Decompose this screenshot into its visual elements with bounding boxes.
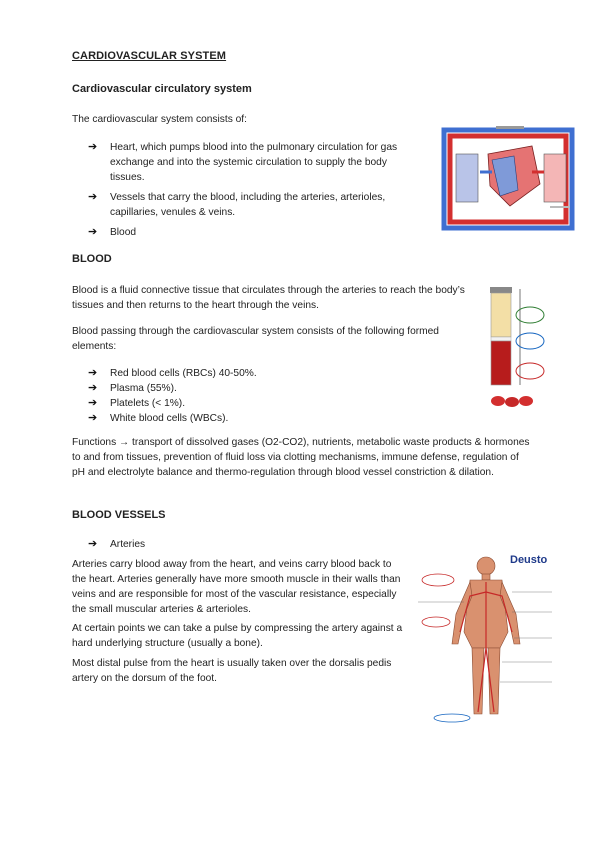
list-item: ➔ Platelets (< 1%). xyxy=(88,397,186,409)
section-heading-vessels: BLOOD VESSELS xyxy=(72,509,166,521)
right-arrow-icon: ➔ xyxy=(88,382,98,394)
right-arrow-icon: ➔ xyxy=(88,397,98,409)
right-arrow-icon: ➔ xyxy=(88,191,98,203)
right-arrow-icon: ➔ xyxy=(88,367,98,379)
circulation-diagram xyxy=(440,124,578,232)
right-arrow-icon: ➔ xyxy=(88,141,98,153)
dorsalis-pedis-note: Most distal pulse from the heart is usually taken over the dorsalis pedis artery on the dorsum of the foot. xyxy=(72,658,392,684)
list-item: ➔ Heart, which pumps blood into the pulmonary circulation for gas exchange and into the systemic circulation to supply the body tissues. xyxy=(88,141,398,183)
formed-elements-intro: Blood passing through the cardiovascular system consists of the following formed elements: xyxy=(72,326,439,352)
figure-logo: Deusto xyxy=(510,554,548,566)
arterial-anatomy-figure xyxy=(412,552,560,724)
list-item: ➔ Red blood cells (RBCs) 40-50%. xyxy=(88,367,257,379)
blood-definition: Blood is a fluid connective tissue that circulates through the arteries to reach the body’s tissues and then returns to the heart through the veins. xyxy=(72,285,465,311)
page-title: CARDIOVASCULAR SYSTEM xyxy=(72,50,227,62)
blood-functions: Functions → transport of dissolved gases (O2-CO2), nutrients, metabolic waste products & hormones to and from tissues, prevention of fluid loss via clotting mechanisms, immune defense, regulation of pH and electrolyte balance and thermo-regulation through blood vessel constriction & dilation. xyxy=(72,437,530,478)
blood-tube-figure xyxy=(484,283,550,413)
formed-elements-list xyxy=(88,366,388,426)
list-item: ➔ Plasma (55%). xyxy=(88,382,177,394)
intro-text: The cardiovascular system consists of: xyxy=(72,114,247,125)
arteries-description: Arteries carry blood away from the heart, and veins carry blood back to the heart. Arteries generally have more smooth muscle in their walls than veins and are responsible for most of the vascular resistance, especially the small muscular arteries & arterioles. xyxy=(72,559,401,615)
section-heading-blood: BLOOD xyxy=(72,253,112,265)
right-arrow-icon: ➔ xyxy=(88,538,98,550)
section-heading-circulatory: Cardiovascular circulatory system xyxy=(72,83,252,95)
pulse-description: At certain points we can take a pulse by compressing the artery against a hard underlying structure (usually a bone). xyxy=(72,623,403,649)
right-arrow-icon: ➔ xyxy=(88,412,98,424)
vessels-list xyxy=(88,537,288,552)
list-item: ➔ Vessels that carry the blood, including the arteries, arterioles, capillaries, venules & veins. xyxy=(88,191,386,218)
list-item: ➔ Blood xyxy=(88,226,137,238)
circulatory-list xyxy=(88,140,418,240)
list-item: ➔ White blood cells (WBCs). xyxy=(88,412,229,424)
list-item: ➔ Arteries xyxy=(88,538,146,550)
right-arrow-icon: ➔ xyxy=(88,226,98,238)
